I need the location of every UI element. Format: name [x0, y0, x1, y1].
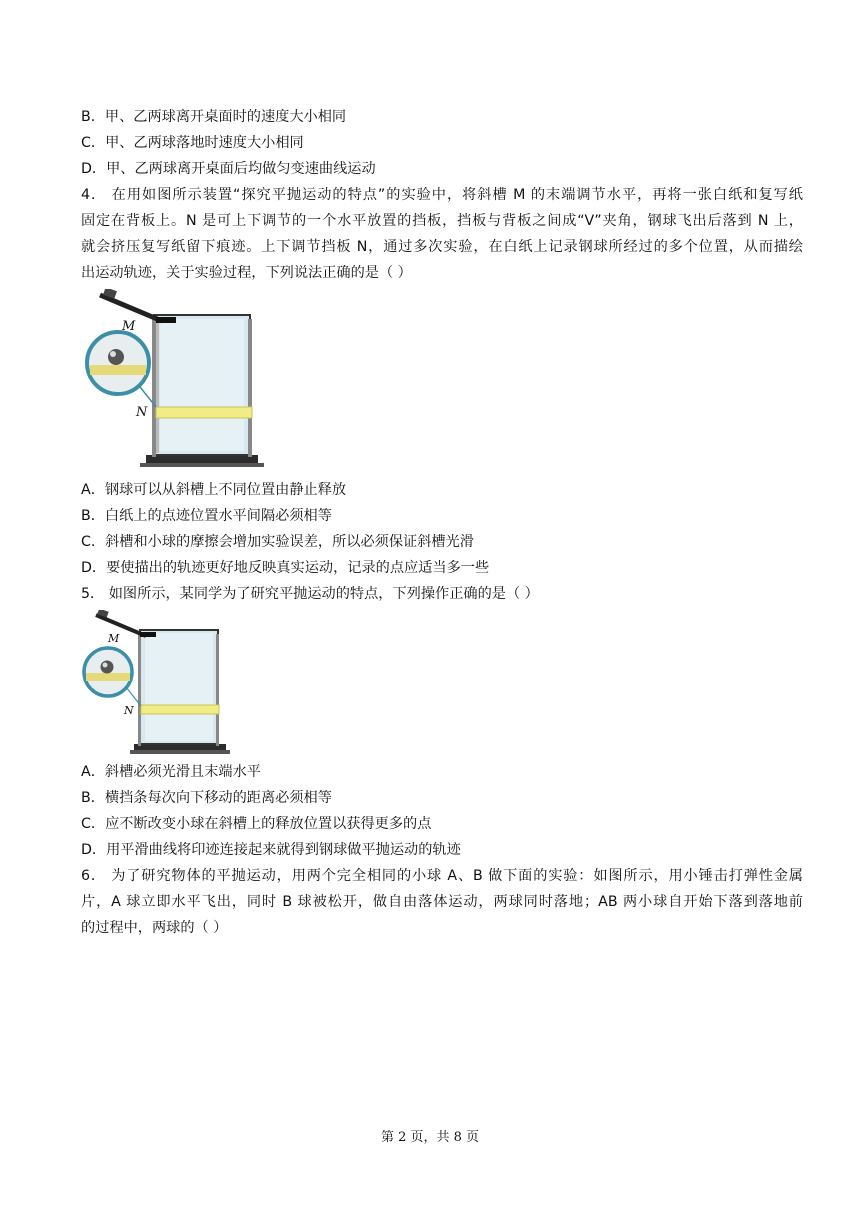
- q5-stem: 5． 如图所示，某同学为了研究平抛运动的特点，下列操作正确的是（ ）: [81, 586, 539, 602]
- q5-option-a: A．斜槽必须光滑且末端水平: [81, 764, 261, 780]
- q4-option-c: C．斜槽和小球的摩擦会增加实验误差，所以必须保证斜槽光滑: [81, 534, 474, 550]
- q5-label-m: M: [108, 632, 120, 645]
- q6-stem-line-1: 6． 为了研究物体的平抛运动，用两个完全相同的小球 A、B 做下面的实验：如图所示，用小锤击打弹性金属: [81, 868, 803, 884]
- q6-stem-line-3: 的过程中，两球的（ ）: [81, 920, 228, 936]
- q4-label-m: M: [122, 319, 136, 334]
- q4-option-a: A．钢球可以从斜槽上不同位置由静止释放: [81, 482, 347, 498]
- q6-stem-line-2: 片，A 球立即水平飞出，同时 B 球被松开，做自由落体运动，两球同时落地；AB 两小球自开始下落到落地前: [81, 894, 803, 910]
- q3-option-c: C．甲、乙两球落地时速度大小相同: [81, 135, 304, 151]
- q3-option-d: D．甲、乙两球离开桌面后均做匀变速曲线运动: [81, 161, 376, 177]
- q4-apparatus-figure: [82, 289, 272, 473]
- q4-stem-line-4: 出运动轨迹，关于实验过程，下列说法正确的是（ ）: [81, 265, 412, 281]
- q4-option-b: B．白纸上的点迹位置水平间隔必须相等: [81, 508, 332, 524]
- q4-stem-line-2: 固定在背板上。N 是可上下调节的一个水平放置的挡板，挡板与背板之间成“V”夹角，钢球飞出后落到 N 上，: [81, 213, 803, 229]
- q5-option-d: D．用平滑曲线将印迹连接起来就得到钢球做平抛运动的轨迹: [81, 842, 461, 858]
- q5-option-c: C．应不断改变小球在斜槽上的释放位置以获得更多的点: [81, 816, 432, 832]
- q5-label-n: N: [124, 704, 134, 717]
- q4-option-d: D．要使描出的轨迹更好地反映真实运动，记录的点应适当多一些: [81, 560, 490, 576]
- q4-stem-line-1: 4． 在用如图所示装置“探究平抛运动的特点”的实验中，将斜槽 M 的末端调节水平，再将一张白纸和复写纸: [81, 187, 803, 203]
- page-footer: 第 2 页，共 8 页: [380, 1130, 480, 1145]
- q5-option-b: B．横挡条每次向下移动的距离必须相等: [81, 790, 332, 806]
- q5-apparatus-figure: [82, 610, 232, 758]
- q3-option-b: B．甲、乙两球离开桌面时的速度大小相同: [81, 109, 347, 125]
- q4-stem-line-3: 就会挤压复写纸留下痕迹。上下调节挡板 N，通过多次实验，在白纸上记录钢球所经过的多个位置，从而描绘: [81, 239, 803, 255]
- q4-label-n: N: [136, 405, 148, 420]
